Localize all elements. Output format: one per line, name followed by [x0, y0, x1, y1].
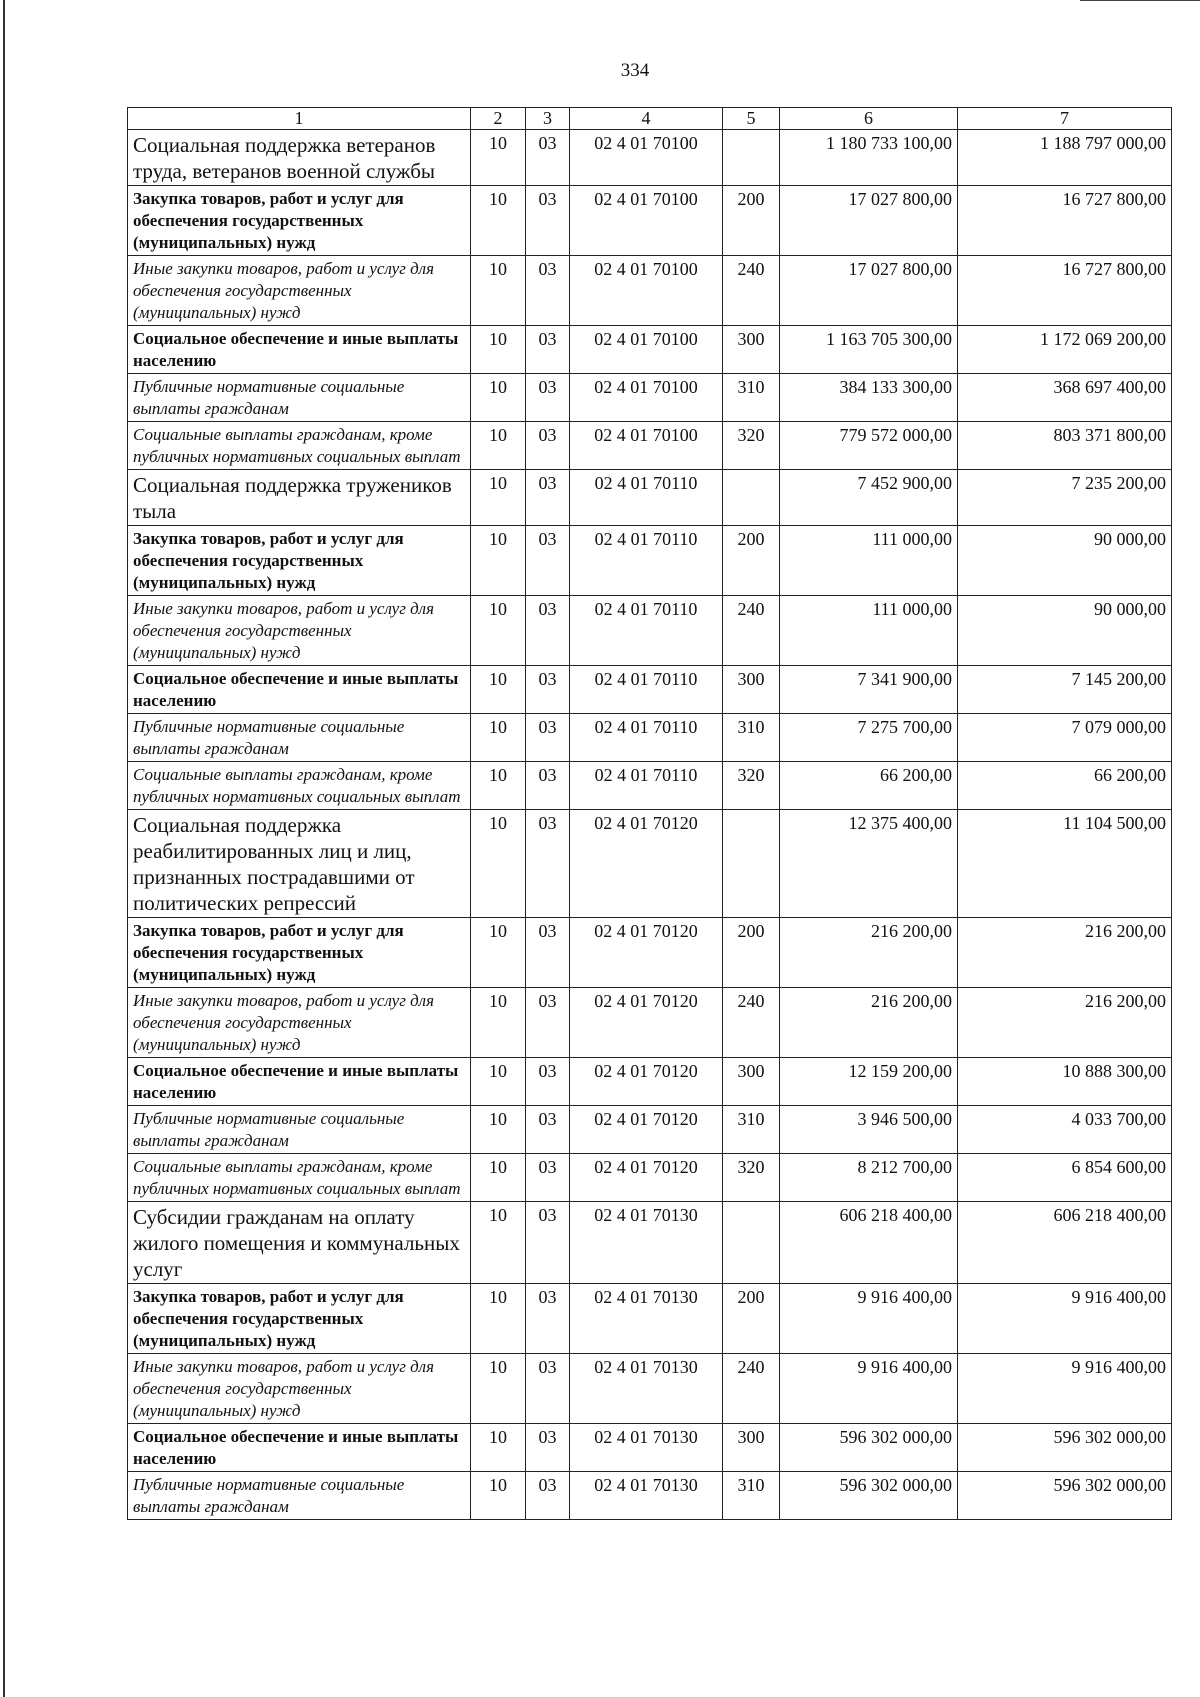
row-name-cell: Социальное обеспечение и иные выплаты населению — [128, 326, 471, 374]
target-article-cell: 02 4 01 70130 — [570, 1472, 723, 1520]
expense-type-cell — [723, 130, 780, 186]
row-name-cell: Социальные выплаты гражданам, кроме публичных нормативных социальных выплат — [128, 762, 471, 810]
expense-type-cell: 300 — [723, 1424, 780, 1472]
row-name-cell: Иные закупки товаров, работ и услуг для обеспечения государственных (муниципальных) нужд — [128, 596, 471, 666]
table-row — [128, 1106, 1172, 1154]
table-row — [128, 1354, 1172, 1424]
section-code-cell: 10 — [471, 1284, 526, 1354]
expense-type-cell: 310 — [723, 1106, 780, 1154]
subsection-code-cell: 03 — [526, 1202, 570, 1284]
subsection-code-cell: 03 — [526, 422, 570, 470]
table-body — [128, 108, 1172, 1520]
table-row — [128, 988, 1172, 1058]
subsection-code-cell: 03 — [526, 666, 570, 714]
amount-year1-cell: 7 452 900,00 — [780, 470, 958, 526]
table-row — [128, 422, 1172, 470]
section-code-cell: 10 — [471, 1106, 526, 1154]
amount-year2-cell: 90 000,00 — [958, 596, 1172, 666]
section-code-cell: 10 — [471, 326, 526, 374]
amount-year1-cell: 17 027 800,00 — [780, 256, 958, 326]
row-name-cell: Социальное обеспечение и иные выплаты населению — [128, 666, 471, 714]
amount-year2-cell: 216 200,00 — [958, 918, 1172, 988]
subsection-code-cell: 03 — [526, 374, 570, 422]
header-cell-2: 2 — [471, 108, 526, 130]
expense-type-cell: 240 — [723, 256, 780, 326]
row-name-cell: Публичные нормативные социальные выплаты гражданам — [128, 1472, 471, 1520]
section-code-cell: 10 — [471, 422, 526, 470]
table-row — [128, 1284, 1172, 1354]
expense-type-cell: 200 — [723, 918, 780, 988]
target-article-cell: 02 4 01 70130 — [570, 1424, 723, 1472]
page-number: 334 — [620, 60, 650, 81]
section-code-cell: 10 — [471, 1354, 526, 1424]
section-code-cell: 10 — [471, 596, 526, 666]
subsection-code-cell: 03 — [526, 1424, 570, 1472]
header-cell-3: 3 — [526, 108, 570, 130]
subsection-code-cell: 03 — [526, 1284, 570, 1354]
row-name-cell: Социальные выплаты гражданам, кроме публичных нормативных социальных выплат — [128, 422, 471, 470]
target-article-cell: 02 4 01 70130 — [570, 1202, 723, 1284]
amount-year1-cell: 779 572 000,00 — [780, 422, 958, 470]
target-article-cell: 02 4 01 70100 — [570, 326, 723, 374]
subsection-code-cell: 03 — [526, 1472, 570, 1520]
target-article-cell: 02 4 01 70110 — [570, 596, 723, 666]
subsection-code-cell: 03 — [526, 714, 570, 762]
subsection-code-cell: 03 — [526, 1106, 570, 1154]
target-article-cell: 02 4 01 70110 — [570, 714, 723, 762]
amount-year2-cell: 9 916 400,00 — [958, 1354, 1172, 1424]
row-name-cell: Публичные нормативные социальные выплаты гражданам — [128, 374, 471, 422]
header-cell-5: 5 — [723, 108, 780, 130]
amount-year1-cell: 1 163 705 300,00 — [780, 326, 958, 374]
expense-type-cell: 300 — [723, 666, 780, 714]
table-row — [128, 918, 1172, 988]
amount-year2-cell: 803 371 800,00 — [958, 422, 1172, 470]
expense-type-cell: 310 — [723, 374, 780, 422]
row-name-cell: Закупка товаров, работ и услуг для обеспечения государственных (муниципальных) нужд — [128, 1284, 471, 1354]
expense-type-cell: 310 — [723, 714, 780, 762]
table-row — [128, 1472, 1172, 1520]
section-code-cell: 10 — [471, 470, 526, 526]
row-name-cell: Публичные нормативные социальные выплаты гражданам — [128, 1106, 471, 1154]
target-article-cell: 02 4 01 70100 — [570, 186, 723, 256]
amount-year2-cell: 10 888 300,00 — [958, 1058, 1172, 1106]
target-article-cell: 02 4 01 70130 — [570, 1354, 723, 1424]
target-article-cell: 02 4 01 70120 — [570, 988, 723, 1058]
amount-year1-cell: 7 341 900,00 — [780, 666, 958, 714]
amount-year1-cell: 8 212 700,00 — [780, 1154, 958, 1202]
amount-year1-cell: 12 375 400,00 — [780, 810, 958, 918]
section-code-cell: 10 — [471, 666, 526, 714]
subsection-code-cell: 03 — [526, 526, 570, 596]
table-row — [128, 666, 1172, 714]
header-cell-1: 1 — [128, 108, 471, 130]
section-code-cell: 10 — [471, 186, 526, 256]
row-name-cell: Иные закупки товаров, работ и услуг для обеспечения государственных (муниципальных) нужд — [128, 256, 471, 326]
amount-year2-cell: 1 188 797 000,00 — [958, 130, 1172, 186]
row-name-cell: Социальная поддержка реабилитированных лиц и лиц, признанных пострадавшими от политических репрессий — [128, 810, 471, 918]
table-row — [128, 256, 1172, 326]
section-code-cell: 10 — [471, 988, 526, 1058]
amount-year1-cell: 9 916 400,00 — [780, 1354, 958, 1424]
row-name-cell: Закупка товаров, работ и услуг для обеспечения государственных (муниципальных) нужд — [128, 186, 471, 256]
expense-type-cell: 320 — [723, 1154, 780, 1202]
amount-year1-cell: 216 200,00 — [780, 918, 958, 988]
amount-year2-cell: 216 200,00 — [958, 988, 1172, 1058]
target-article-cell: 02 4 01 70110 — [570, 526, 723, 596]
amount-year2-cell: 596 302 000,00 — [958, 1472, 1172, 1520]
amount-year2-cell: 16 727 800,00 — [958, 256, 1172, 326]
amount-year2-cell: 66 200,00 — [958, 762, 1172, 810]
target-article-cell: 02 4 01 70120 — [570, 1106, 723, 1154]
table-row — [128, 186, 1172, 256]
expense-type-cell: 320 — [723, 422, 780, 470]
target-article-cell: 02 4 01 70100 — [570, 374, 723, 422]
table-row — [128, 810, 1172, 918]
subsection-code-cell: 03 — [526, 762, 570, 810]
table-row — [128, 130, 1172, 186]
target-article-cell: 02 4 01 70120 — [570, 1154, 723, 1202]
subsection-code-cell: 03 — [526, 470, 570, 526]
table-row — [128, 596, 1172, 666]
amount-year2-cell: 4 033 700,00 — [958, 1106, 1172, 1154]
table-row — [128, 470, 1172, 526]
header-cell-6: 6 — [780, 108, 958, 130]
amount-year2-cell: 90 000,00 — [958, 526, 1172, 596]
amount-year2-cell: 368 697 400,00 — [958, 374, 1172, 422]
amount-year2-cell: 6 854 600,00 — [958, 1154, 1172, 1202]
header-cell-4: 4 — [570, 108, 723, 130]
expense-type-cell: 310 — [723, 1472, 780, 1520]
target-article-cell: 02 4 01 70100 — [570, 256, 723, 326]
row-name-cell: Социальное обеспечение и иные выплаты населению — [128, 1424, 471, 1472]
section-code-cell: 10 — [471, 256, 526, 326]
section-code-cell: 10 — [471, 526, 526, 596]
subsection-code-cell: 03 — [526, 130, 570, 186]
table-row — [128, 762, 1172, 810]
section-code-cell: 10 — [471, 1154, 526, 1202]
section-code-cell: 10 — [471, 1202, 526, 1284]
subsection-code-cell: 03 — [526, 326, 570, 374]
amount-year1-cell: 216 200,00 — [780, 988, 958, 1058]
expense-type-cell: 300 — [723, 1058, 780, 1106]
table-row — [128, 1424, 1172, 1472]
amount-year1-cell: 596 302 000,00 — [780, 1424, 958, 1472]
binding-edge-line — [3, 0, 5, 1697]
amount-year1-cell: 606 218 400,00 — [780, 1202, 958, 1284]
row-name-cell: Иные закупки товаров, работ и услуг для обеспечения государственных (муниципальных) нужд — [128, 988, 471, 1058]
header-row — [128, 108, 1172, 130]
target-article-cell: 02 4 01 70120 — [570, 918, 723, 988]
section-code-cell: 10 — [471, 130, 526, 186]
section-code-cell: 10 — [471, 714, 526, 762]
section-code-cell: 10 — [471, 374, 526, 422]
target-article-cell: 02 4 01 70100 — [570, 130, 723, 186]
subsection-code-cell: 03 — [526, 186, 570, 256]
expense-type-cell — [723, 810, 780, 918]
table-row — [128, 1202, 1172, 1284]
amount-year2-cell: 1 172 069 200,00 — [958, 326, 1172, 374]
budget-table — [127, 107, 1172, 1520]
amount-year2-cell: 7 145 200,00 — [958, 666, 1172, 714]
header-cell-7: 7 — [958, 108, 1172, 130]
table-row — [128, 326, 1172, 374]
subsection-code-cell: 03 — [526, 918, 570, 988]
expense-type-cell: 240 — [723, 988, 780, 1058]
amount-year1-cell: 7 275 700,00 — [780, 714, 958, 762]
table-row — [128, 1058, 1172, 1106]
table-row — [128, 374, 1172, 422]
target-article-cell: 02 4 01 70120 — [570, 810, 723, 918]
amount-year2-cell: 11 104 500,00 — [958, 810, 1172, 918]
expense-type-cell: 300 — [723, 326, 780, 374]
row-name-cell: Социальное обеспечение и иные выплаты населению — [128, 1058, 471, 1106]
row-name-cell: Субсидии гражданам на оплату жилого помещения и коммунальных услуг — [128, 1202, 471, 1284]
table-row — [128, 714, 1172, 762]
amount-year2-cell: 16 727 800,00 — [958, 186, 1172, 256]
expense-type-cell — [723, 470, 780, 526]
section-code-cell: 10 — [471, 762, 526, 810]
amount-year1-cell: 66 200,00 — [780, 762, 958, 810]
expense-type-cell: 240 — [723, 596, 780, 666]
amount-year1-cell: 111 000,00 — [780, 596, 958, 666]
amount-year1-cell: 3 946 500,00 — [780, 1106, 958, 1154]
amount-year1-cell: 111 000,00 — [780, 526, 958, 596]
row-name-cell: Социальные выплаты гражданам, кроме публичных нормативных социальных выплат — [128, 1154, 471, 1202]
subsection-code-cell: 03 — [526, 988, 570, 1058]
expense-type-cell: 320 — [723, 762, 780, 810]
amount-year2-cell: 606 218 400,00 — [958, 1202, 1172, 1284]
subsection-code-cell: 03 — [526, 256, 570, 326]
section-code-cell: 10 — [471, 810, 526, 918]
target-article-cell: 02 4 01 70110 — [570, 470, 723, 526]
amount-year1-cell: 17 027 800,00 — [780, 186, 958, 256]
row-name-cell: Закупка товаров, работ и услуг для обеспечения государственных (муниципальных) нужд — [128, 526, 471, 596]
section-code-cell: 10 — [471, 1424, 526, 1472]
amount-year1-cell: 12 159 200,00 — [780, 1058, 958, 1106]
target-article-cell: 02 4 01 70110 — [570, 762, 723, 810]
subsection-code-cell: 03 — [526, 1354, 570, 1424]
amount-year1-cell: 1 180 733 100,00 — [780, 130, 958, 186]
row-name-cell: Социальная поддержка ветеранов труда, ветеранов военной службы — [128, 130, 471, 186]
expense-type-cell: 240 — [723, 1354, 780, 1424]
amount-year2-cell: 7 079 000,00 — [958, 714, 1172, 762]
expense-type-cell: 200 — [723, 1284, 780, 1354]
row-name-cell: Закупка товаров, работ и услуг для обеспечения государственных (муниципальных) нужд — [128, 918, 471, 988]
subsection-code-cell: 03 — [526, 1058, 570, 1106]
row-name-cell: Социальная поддержка тружеников тыла — [128, 470, 471, 526]
section-code-cell: 10 — [471, 1058, 526, 1106]
amount-year1-cell: 596 302 000,00 — [780, 1472, 958, 1520]
target-article-cell: 02 4 01 70130 — [570, 1284, 723, 1354]
amount-year2-cell: 7 235 200,00 — [958, 470, 1172, 526]
subsection-code-cell: 03 — [526, 1154, 570, 1202]
amount-year2-cell: 596 302 000,00 — [958, 1424, 1172, 1472]
target-article-cell: 02 4 01 70120 — [570, 1058, 723, 1106]
subsection-code-cell: 03 — [526, 810, 570, 918]
table-row — [128, 1154, 1172, 1202]
expense-type-cell: 200 — [723, 186, 780, 256]
section-code-cell: 10 — [471, 918, 526, 988]
amount-year1-cell: 384 133 300,00 — [780, 374, 958, 422]
row-name-cell: Публичные нормативные социальные выплаты гражданам — [128, 714, 471, 762]
expense-type-cell — [723, 1202, 780, 1284]
top-edge-rule — [1080, 0, 1200, 1]
amount-year2-cell: 9 916 400,00 — [958, 1284, 1172, 1354]
section-code-cell: 10 — [471, 1472, 526, 1520]
subsection-code-cell: 03 — [526, 596, 570, 666]
table-row — [128, 526, 1172, 596]
target-article-cell: 02 4 01 70110 — [570, 666, 723, 714]
row-name-cell: Иные закупки товаров, работ и услуг для обеспечения государственных (муниципальных) нужд — [128, 1354, 471, 1424]
amount-year1-cell: 9 916 400,00 — [780, 1284, 958, 1354]
expense-type-cell: 200 — [723, 526, 780, 596]
target-article-cell: 02 4 01 70100 — [570, 422, 723, 470]
